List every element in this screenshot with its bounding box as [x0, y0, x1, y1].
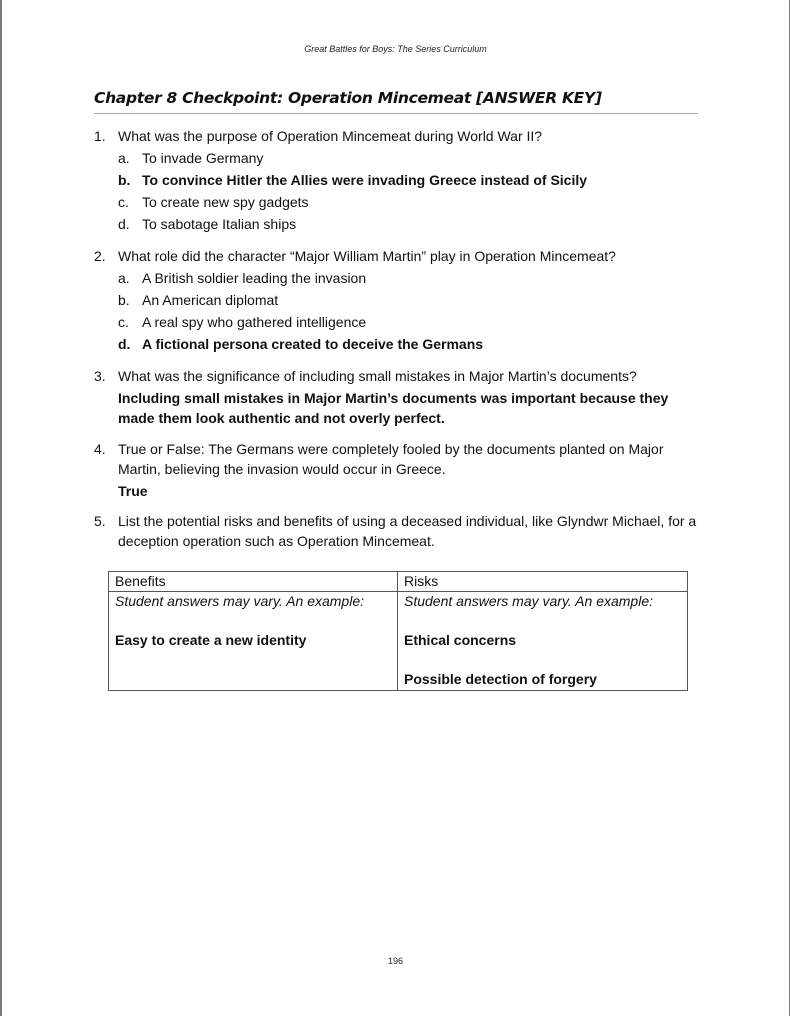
question-number: 3.: [94, 368, 106, 384]
question-4: [94, 439, 699, 501]
running-header: Great Battles for Boys: The Series Curriculum: [304, 44, 487, 54]
question-number: 4.: [94, 441, 106, 457]
risks-cell: [398, 592, 688, 691]
answer-text: Including small mistakes in Major Martin’s documents was important because they made them look authentic and not overly perfect.: [118, 390, 669, 426]
question-2: [94, 246, 699, 356]
risks-header: Risks: [398, 572, 688, 592]
question-list: [94, 126, 699, 551]
option-b-correct: [118, 170, 699, 192]
answer-text: True: [118, 483, 148, 499]
option-letter: d.: [118, 216, 130, 232]
option-d-correct: [118, 334, 699, 356]
benefits-risks-table: [108, 571, 688, 691]
question-5: [94, 511, 699, 551]
option-list: [118, 148, 699, 236]
table-header-row: [109, 572, 688, 592]
option-text: A British soldier leading the invasion: [142, 270, 367, 286]
option-letter: b.: [118, 292, 130, 308]
spacer: [404, 651, 681, 671]
option-text: To create new spy gadgets: [142, 194, 309, 210]
spacer: [404, 612, 681, 632]
option-text: To sabotage Italian ships: [142, 216, 297, 232]
option-letter: a.: [118, 270, 130, 286]
option-letter: c.: [118, 314, 129, 330]
question-text: List the potential risks and benefits of using a deceased individual, like Glyndwr Michael, for a deception operation such as Operation Mincemeat.: [118, 513, 697, 549]
option-text: An American diplomat: [142, 292, 279, 308]
option-text: To convince Hitler the Allies were invading Greece instead of Sicily: [142, 172, 588, 188]
option-text: To invade Germany: [142, 150, 264, 166]
benefit-item: Easy to create a new identity: [115, 632, 307, 648]
question-text: What role did the character “Major William Martin” play in Operation Mincemeat?: [118, 248, 616, 264]
spacer: [115, 612, 391, 632]
option-a: [118, 148, 699, 170]
option-letter: b.: [118, 172, 131, 188]
question-number: 5.: [94, 513, 106, 529]
page-number: 196: [387, 956, 404, 966]
option-c: [118, 192, 699, 214]
question-text: True or False: The Germans were completely fooled by the documents planted on Major Martin, believing the invasion would occur in Greece.: [118, 441, 664, 477]
option-letter: d.: [118, 336, 131, 352]
option-a: [118, 268, 699, 290]
question-text: What was the purpose of Operation Mincemeat during World War II?: [118, 128, 543, 144]
title-divider: [94, 113, 698, 114]
risk-item: Possible detection of forgery: [404, 671, 597, 687]
risk-item: Ethical concerns: [404, 632, 517, 648]
benefits-header: Benefits: [109, 572, 398, 592]
option-d: [118, 214, 699, 236]
option-c: [118, 312, 699, 334]
question-number: 2.: [94, 248, 106, 264]
option-text: A real spy who gathered intelligence: [142, 314, 367, 330]
question-1: [94, 126, 699, 236]
document-page: [2, 0, 789, 1016]
question-text: What was the significance of including small mistakes in Major Martin’s documents?: [118, 368, 637, 384]
option-letter: c.: [118, 194, 129, 210]
benefits-cell: [109, 592, 398, 691]
option-b: [118, 290, 699, 312]
option-list: [118, 268, 699, 356]
option-text: A fictional persona created to deceive the Germans: [142, 336, 484, 352]
benefits-note: Student answers may vary. An example:: [115, 593, 364, 609]
chapter-title: Chapter 8 Checkpoint: Operation Mincemeat [ANSWER KEY]: [94, 89, 602, 107]
question-3: [94, 366, 699, 428]
table-row: [109, 592, 688, 691]
option-letter: a.: [118, 150, 130, 166]
risks-note: Student answers may vary. An example:: [404, 593, 653, 609]
question-number: 1.: [94, 128, 106, 144]
